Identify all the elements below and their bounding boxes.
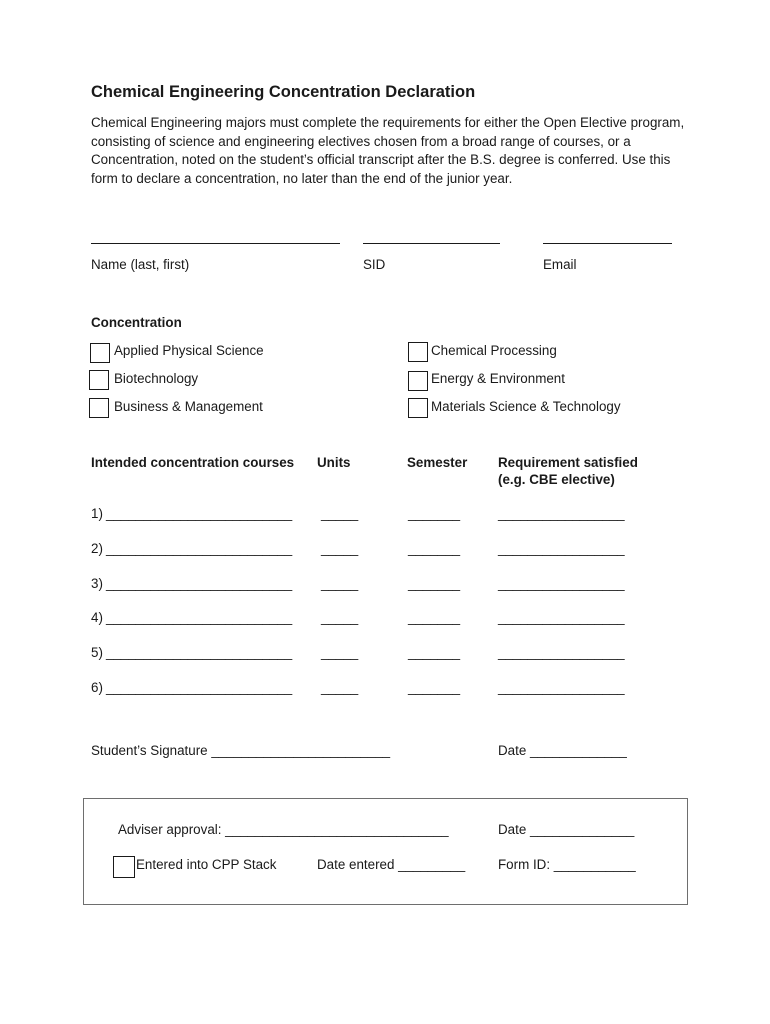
- header-requirement-note: (e.g. CBE elective): [498, 472, 615, 487]
- course-field[interactable]: _________________________: [106, 506, 293, 521]
- checkbox-business-management[interactable]: [89, 398, 109, 418]
- units-field[interactable]: _____: [321, 506, 359, 521]
- row-number: 3): [91, 575, 103, 591]
- student-signature-field[interactable]: Student’s Signature ________________________: [91, 743, 391, 758]
- semester-field[interactable]: _______: [408, 575, 461, 591]
- sid-label: SID: [363, 257, 386, 272]
- requirement-field[interactable]: _________________: [498, 575, 625, 591]
- semester-field[interactable]: _______: [408, 506, 461, 521]
- form-id-field[interactable]: Form ID: ___________: [498, 857, 636, 872]
- option-business-management: Business & Management: [114, 399, 263, 414]
- adviser-date-field[interactable]: Date ______________: [498, 822, 635, 837]
- concentration-heading: Concentration: [91, 315, 182, 330]
- semester-field[interactable]: _______: [408, 540, 461, 556]
- checkbox-chemical-processing[interactable]: [408, 342, 428, 362]
- requirement-field[interactable]: _________________: [498, 610, 625, 626]
- header-units: Units: [317, 455, 351, 470]
- option-materials-science: Materials Science & Technology: [431, 399, 621, 414]
- requirement-field[interactable]: _________________: [498, 506, 625, 521]
- option-applied-physical-science: Applied Physical Science: [114, 343, 264, 358]
- name-label: Name (last, first): [91, 257, 190, 272]
- page-title: Chemical Engineering Concentration Declaration: [91, 83, 476, 101]
- row-number: 2): [91, 540, 103, 556]
- units-field[interactable]: _____: [321, 680, 359, 695]
- option-chemical-processing: Chemical Processing: [431, 343, 557, 358]
- checkbox-entered-cpp-stack[interactable]: [113, 856, 135, 878]
- header-requirement: Requirement satisfied: [498, 455, 638, 470]
- option-energy-environment: Energy & Environment: [431, 371, 565, 386]
- checkbox-biotechnology[interactable]: [89, 370, 109, 390]
- entered-cpp-stack-label: Entered into CPP Stack: [136, 857, 277, 872]
- row-number: 4): [91, 610, 103, 626]
- course-field[interactable]: _________________________: [106, 610, 293, 626]
- units-field[interactable]: _____: [321, 610, 359, 626]
- adviser-panel: [83, 798, 688, 905]
- units-field[interactable]: _____: [321, 540, 359, 556]
- intro-paragraph: Chemical Engineering majors must complete the requirements for either the Open Elective program, consisting of science and engineering electives chosen from a broad range of courses, or a Concentration, noted on the student’s official transcript after the B.S. degree is conferred. Use this form to declare a concentration, no later than the end of the junior year.: [91, 115, 685, 186]
- row-number: 5): [91, 645, 103, 661]
- course-field[interactable]: _________________________: [106, 540, 293, 556]
- requirement-field[interactable]: _________________: [498, 680, 625, 695]
- semester-field[interactable]: _______: [408, 645, 461, 661]
- requirement-field[interactable]: _________________: [498, 645, 625, 661]
- option-biotechnology: Biotechnology: [114, 371, 199, 386]
- course-field[interactable]: _________________________: [106, 645, 293, 661]
- signature-date-field[interactable]: Date _____________: [498, 743, 627, 758]
- requirement-field[interactable]: _________________: [498, 540, 625, 556]
- semester-field[interactable]: _______: [408, 680, 461, 695]
- sid-field[interactable]: [363, 243, 500, 244]
- course-field[interactable]: _________________________: [106, 575, 293, 591]
- checkbox-materials-science[interactable]: [408, 398, 428, 418]
- date-entered-field[interactable]: Date entered _________: [317, 857, 466, 872]
- checkbox-energy-environment[interactable]: [408, 371, 428, 391]
- course-field[interactable]: _________________________: [106, 680, 293, 695]
- row-number: 1): [91, 506, 103, 521]
- units-field[interactable]: _____: [321, 645, 359, 661]
- header-course: Intended concentration courses: [91, 455, 295, 470]
- checkbox-applied-physical-science[interactable]: [90, 343, 110, 363]
- name-field[interactable]: [91, 243, 340, 244]
- units-field[interactable]: _____: [321, 575, 359, 591]
- semester-field[interactable]: _______: [408, 610, 461, 626]
- email-label: Email: [543, 257, 577, 272]
- row-number: 6): [91, 680, 103, 695]
- header-semester: Semester: [407, 455, 468, 470]
- adviser-approval-field[interactable]: Adviser approval: ______________________________: [118, 822, 449, 837]
- email-field[interactable]: [543, 243, 672, 244]
